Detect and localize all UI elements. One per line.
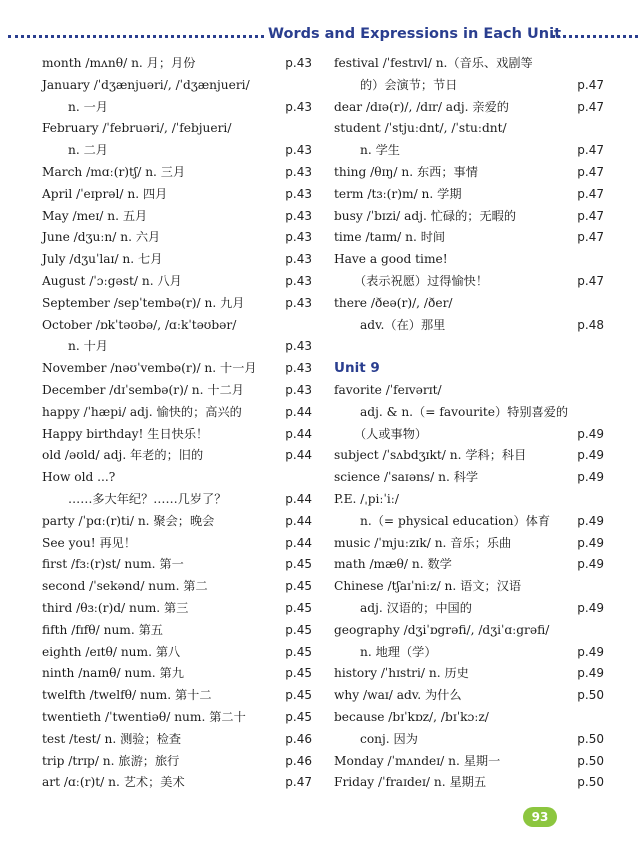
- entry-page-ref: p.50: [577, 775, 604, 790]
- entry-text: because /bɪˈkɒz/, /bɪˈkɔːz/: [334, 709, 489, 724]
- vocab-entry: [42, 772, 312, 794]
- entry-page-ref: p.43: [285, 273, 312, 288]
- entry-text: second /ˈsekənd/ num. 第二: [42, 579, 208, 594]
- entry-page-ref: p.47: [577, 143, 604, 158]
- entry-text: old /əʊld/ adj. 年老的；旧的: [42, 448, 204, 463]
- vocab-entry: [42, 598, 312, 620]
- entry-text: Happy birthday! 生日快乐！: [42, 426, 209, 441]
- vocab-entry: [42, 402, 312, 424]
- entry-text: music /ˈmjuːzɪk/ n. 音乐；乐曲: [334, 535, 512, 550]
- entry-text: n. 二月: [68, 143, 108, 158]
- page-title: Words and Expressions in Each Unit: [268, 26, 561, 42]
- entry-page-ref: p.43: [285, 143, 312, 158]
- entry-text: November /nəʊˈvembə(r)/ n. 十一月: [42, 361, 257, 376]
- vocab-entry: [334, 75, 604, 97]
- vocab-entry: [42, 424, 312, 446]
- entry-text: adj. 汉语的；中国的: [360, 600, 472, 615]
- vocab-entry: [334, 162, 604, 184]
- entry-text: adj. & n.（= favourite）特别喜爱的: [360, 404, 569, 419]
- vocab-entry: [334, 511, 604, 533]
- entry-text: subject /ˈsʌbdʒɪkt/ n. 学科；科目: [334, 448, 527, 463]
- entry-text: month /mʌnθ/ n. 月；月份: [42, 56, 196, 70]
- vocab-entry: [42, 467, 312, 489]
- entry-page-ref: p.46: [285, 731, 312, 746]
- entry-page-ref: p.49: [577, 666, 604, 681]
- left-column: [42, 53, 312, 794]
- entry-text: 的）会演节；节日: [360, 77, 458, 92]
- entry-page-ref: p.45: [285, 622, 312, 637]
- entry-page-ref: p.47: [577, 77, 604, 92]
- entry-text: time /taɪm/ n. 时间: [334, 230, 446, 245]
- entry-text: geography /dʒiˈɒgrəfi/, /dʒiˈɑːgrəfi/: [334, 622, 550, 637]
- vocab-entry: [42, 663, 312, 685]
- entry-page-ref: p.47: [577, 99, 604, 114]
- spacer: [334, 336, 604, 358]
- vocab-entry: [334, 707, 604, 729]
- entry-text: adv.（在）那里: [360, 317, 446, 332]
- entry-text: August /ˈɔːgəst/ n. 八月: [42, 273, 182, 288]
- entry-page-ref: p.47: [285, 775, 312, 790]
- vocab-entry: [334, 533, 604, 555]
- vocab-entry: [334, 620, 604, 642]
- vocab-entry: [42, 751, 312, 773]
- vocab-entry: [42, 118, 312, 140]
- entry-page-ref: p.43: [285, 99, 312, 114]
- vocab-entry: [334, 249, 604, 271]
- entry-page-ref: p.49: [577, 513, 604, 528]
- entry-text: why /waɪ/ adv. 为什么: [334, 688, 462, 703]
- entry-page-ref: p.48: [577, 317, 604, 332]
- entry-page-ref: p.47: [577, 230, 604, 245]
- entry-text: trip /trɪp/ n. 旅游；旅行: [42, 753, 180, 768]
- vocab-entry: [334, 663, 604, 685]
- entry-text: n.（= physical education）体育: [360, 513, 551, 528]
- entry-text: Monday /ˈmʌndeɪ/ n. 星期一: [334, 753, 501, 768]
- vocab-entry: [42, 53, 312, 75]
- entry-text: Have a good time!: [334, 252, 448, 267]
- entry-text: busy /ˈbɪzi/ adj. 忙碌的；无暇的: [334, 208, 517, 223]
- entry-page-ref: p.47: [577, 164, 604, 179]
- vocab-entry: [42, 642, 312, 664]
- vocab-entry: [334, 315, 604, 337]
- entry-page-ref: p.49: [577, 644, 604, 659]
- vocab-entry: [42, 707, 312, 729]
- entry-text: n. 地理（学）: [360, 644, 437, 659]
- entry-page-ref: p.45: [285, 644, 312, 659]
- vocab-entry: [334, 772, 604, 794]
- vocab-entry: [334, 53, 604, 75]
- entry-page-ref: p.43: [285, 186, 312, 201]
- vocab-entry: [334, 118, 604, 140]
- entry-text: Chinese /tʃaɪˈniːz/ n. 语文；汉语: [334, 579, 522, 594]
- entry-text: happy /ˈhæpi/ adj. 愉快的；高兴的: [42, 404, 242, 419]
- entry-page-ref: p.47: [577, 186, 604, 201]
- vocab-entry: [334, 227, 604, 249]
- entry-text: ……多大年纪？……几岁了？: [68, 491, 227, 506]
- entry-page-ref: p.46: [285, 753, 312, 768]
- entry-page-ref: p.43: [285, 56, 312, 70]
- entry-text: fifth /fɪfθ/ num. 第五: [42, 622, 163, 637]
- vocab-entry: [334, 489, 604, 511]
- header-dotted-rule-right: [552, 35, 638, 38]
- vocab-entry: [42, 162, 312, 184]
- entry-text: September /sepˈtembə(r)/ n. 九月: [42, 295, 245, 310]
- entry-page-ref: p.43: [285, 164, 312, 179]
- vocab-entry: [42, 445, 312, 467]
- entry-text: March /mɑː(r)tʃ/ n. 三月: [42, 164, 186, 179]
- entry-text: （表示祝愿）过得愉快！: [354, 273, 489, 288]
- entry-text: twentieth /ˈtwentiəθ/ num. 第二十: [42, 709, 246, 724]
- entry-page-ref: p.50: [577, 731, 604, 746]
- unit-heading: Unit 9: [334, 360, 380, 377]
- entry-page-ref: p.44: [285, 491, 312, 506]
- entry-page-ref: p.43: [285, 252, 312, 267]
- entry-text: party /ˈpɑː(r)ti/ n. 聚会；晚会: [42, 513, 215, 528]
- vocab-entry: [42, 620, 312, 642]
- entry-text: there /ðeə(r)/, /ðer/: [334, 295, 453, 310]
- entry-text: thing /θɪŋ/ n. 东西；事情: [334, 164, 478, 179]
- vocab-entry: [334, 402, 604, 424]
- vocab-entry: [42, 576, 312, 598]
- vocab-entry: [334, 445, 604, 467]
- entry-page-ref: p.47: [577, 273, 604, 288]
- entry-text: P.E. /ˌpiːˈiː/: [334, 491, 399, 506]
- entry-text: July /dʒuˈlaɪ/ n. 七月: [42, 252, 163, 267]
- entry-page-ref: p.49: [577, 448, 604, 463]
- vocab-entry: [42, 227, 312, 249]
- entry-text: How old ...?: [42, 470, 116, 485]
- entry-text: ninth /naɪnθ/ num. 第九: [42, 666, 184, 681]
- vocab-entry: [334, 424, 604, 446]
- vocab-entry: [334, 685, 604, 707]
- vocab-entry: [334, 206, 604, 228]
- entry-page-ref: p.50: [577, 688, 604, 703]
- entry-page-ref: p.49: [577, 600, 604, 615]
- entry-text: third /θɜː(r)d/ num. 第三: [42, 600, 189, 615]
- entry-page-ref: p.47: [577, 208, 604, 223]
- vocab-entry: [334, 97, 604, 119]
- vocab-entry: [334, 729, 604, 751]
- entry-page-ref: p.49: [577, 470, 604, 485]
- vocab-entry: [42, 336, 312, 358]
- entry-text: twelfth /twelfθ/ num. 第十二: [42, 688, 212, 703]
- vocab-entry: [334, 554, 604, 576]
- vocab-entry: [334, 642, 604, 664]
- vocab-entry: [334, 293, 604, 315]
- vocab-entry: [334, 598, 604, 620]
- vocab-entry: [42, 249, 312, 271]
- entry-page-ref: p.44: [285, 426, 312, 441]
- entry-page-ref: p.45: [285, 579, 312, 594]
- vocab-entry: [42, 533, 312, 555]
- vocab-entry: [42, 271, 312, 293]
- vocab-entry: [334, 271, 604, 293]
- entry-text: first /fɜː(r)st/ num. 第一: [42, 557, 184, 572]
- entry-page-ref: p.50: [577, 753, 604, 768]
- entry-text: science /ˈsaɪəns/ n. 科学: [334, 470, 479, 485]
- header-dotted-rule-left: [8, 35, 264, 38]
- right-column: [334, 53, 604, 794]
- entry-page-ref: p.49: [577, 426, 604, 441]
- entry-text: history /ˈhɪstri/ n. 历史: [334, 666, 469, 681]
- entry-page-ref: p.44: [285, 448, 312, 463]
- entry-page-ref: p.44: [285, 404, 312, 419]
- entry-page-ref: p.43: [285, 295, 312, 310]
- entry-page-ref: p.49: [577, 535, 604, 550]
- page-header: [0, 26, 641, 46]
- entry-text: Friday /ˈfraɪdeɪ/ n. 星期五: [334, 775, 487, 790]
- entry-page-ref: p.45: [285, 688, 312, 703]
- entry-page-ref: p.45: [285, 709, 312, 724]
- vocab-entry: [334, 140, 604, 162]
- vocab-entry: [42, 315, 312, 337]
- entry-page-ref: p.49: [577, 557, 604, 572]
- entry-text: eighth /eɪtθ/ num. 第八: [42, 644, 181, 659]
- entry-text: term /tɜː(r)m/ n. 学期: [334, 186, 462, 201]
- vocab-entry: [334, 467, 604, 489]
- vocab-entry: [334, 576, 604, 598]
- entry-text: February /ˈfebruəri/, /ˈfebjueri/: [42, 121, 232, 136]
- entry-page-ref: p.43: [285, 230, 312, 245]
- entry-text: April /ˈeɪprəl/ n. 四月: [42, 186, 168, 201]
- entry-page-ref: p.44: [285, 513, 312, 528]
- vocab-entry: [334, 380, 604, 402]
- entry-page-ref: p.45: [285, 666, 312, 681]
- vocab-entry: [334, 751, 604, 773]
- entry-text: favorite /ˈfeɪvərɪt/: [334, 382, 442, 397]
- entry-page-ref: p.43: [285, 339, 312, 354]
- entry-text: See you! 再见！: [42, 535, 137, 550]
- vocab-entry: [42, 380, 312, 402]
- entry-text: art /ɑː(r)t/ n. 艺术；美术: [42, 775, 185, 790]
- entry-text: n. 学生: [360, 143, 400, 158]
- entry-page-ref: p.45: [285, 600, 312, 615]
- vocab-entry: [42, 97, 312, 119]
- vocab-entry: [42, 554, 312, 576]
- entry-text: n. 一月: [68, 99, 108, 114]
- vocab-entry: [42, 685, 312, 707]
- entry-text: student /ˈstjuːdnt/, /ˈstuːdnt/: [334, 121, 507, 136]
- entry-text: May /meɪ/ n. 五月: [42, 208, 148, 223]
- entry-text: dear /dɪə(r)/, /dɪr/ adj. 亲爱的: [334, 99, 509, 114]
- entry-page-ref: p.44: [285, 535, 312, 550]
- entry-page-ref: p.43: [285, 208, 312, 223]
- vocab-entry: [42, 206, 312, 228]
- entry-text: December /dɪˈsembə(r)/ n. 十二月: [42, 382, 244, 397]
- vocab-entry: [42, 140, 312, 162]
- vocab-entry: [42, 358, 312, 380]
- entry-text: （人或事物）: [354, 426, 428, 441]
- vocab-entry: [334, 184, 604, 206]
- entry-text: June /dʒuːn/ n. 六月: [42, 230, 161, 245]
- entry-text: conj. 因为: [360, 731, 418, 746]
- vocab-entry: [42, 511, 312, 533]
- vocab-entry: [42, 293, 312, 315]
- entry-text: January /ˈdʒænjuəri/, /ˈdʒænjueri/: [42, 77, 250, 92]
- entry-text: festival /ˈfestɪvl/ n.（音乐、戏剧等: [334, 56, 533, 70]
- vocab-entry: [42, 184, 312, 206]
- entry-text: test /test/ n. 测验；检查: [42, 731, 182, 746]
- entry-text: October /ɒkˈtəʊbə/, /ɑːkˈtəʊbər/: [42, 317, 237, 332]
- page-number-badge: 93: [523, 807, 557, 827]
- entry-page-ref: p.45: [285, 557, 312, 572]
- vocab-entry: [42, 489, 312, 511]
- vocab-entry: [42, 729, 312, 751]
- entry-page-ref: p.43: [285, 382, 312, 397]
- vocab-entry: [42, 75, 312, 97]
- entry-text: n. 十月: [68, 339, 108, 354]
- entry-text: math /mæθ/ n. 数学: [334, 557, 452, 572]
- entry-page-ref: p.43: [285, 361, 312, 376]
